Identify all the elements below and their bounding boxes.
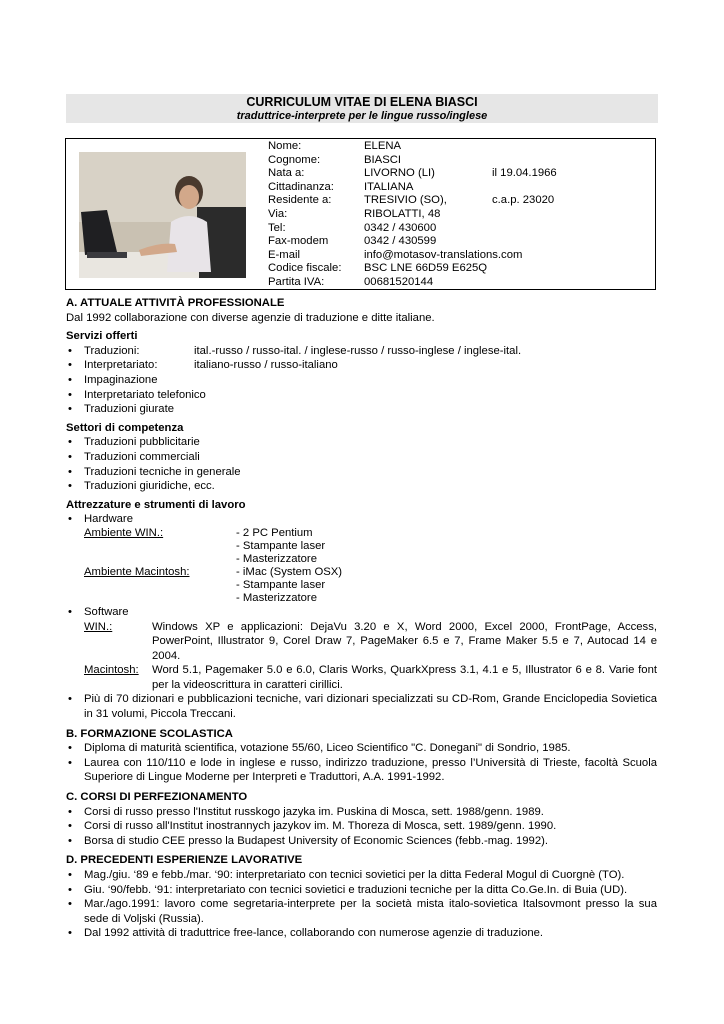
hardware-label: • Hardware	[84, 513, 133, 526]
info-label: Tel:	[268, 221, 286, 234]
section-c-list	[66, 805, 657, 849]
info-value: BSC LNE 66D59 E625Q	[364, 262, 488, 275]
software-row	[84, 620, 657, 664]
servizio-label: Interpretariato:	[84, 359, 158, 372]
software-env: WIN.:	[84, 620, 113, 633]
info-label: Residente a:	[268, 194, 332, 207]
software-label: • Software	[84, 605, 129, 618]
profile-photo-illustration	[79, 152, 246, 278]
software-value: Windows XP e applicazioni: DejaVu 3.20 e X, Word 2000, Excel 2000, FrontPage, Access, PowerPoint, Illustrator 9, Corel Draw 7, PageMaker 6.5 e 7, Frame Maker 5.5 e 7, Autocad 14 e 2004.	[152, 620, 657, 662]
info-label: Codice fiscale:	[268, 262, 342, 275]
hardware-row	[84, 592, 657, 605]
servizi-title: Servizi offerti	[66, 330, 138, 343]
list-item: • Dal 1992 attività di traduttrice free-lance, collaborando con numerose agenzie di traduzione.	[66, 926, 657, 941]
hardware-value: - iMac (System OSX)	[236, 565, 343, 578]
cv-content	[66, 296, 657, 941]
info-value: 00681520144	[364, 275, 434, 288]
list-item: • Traduzioni giuridiche, ecc.	[66, 479, 657, 494]
list-item: • Traduzioni commerciali	[66, 450, 657, 465]
page-subtitle: traduttrice-interprete per le lingue russo/inglese	[236, 110, 488, 122]
list-item	[66, 402, 657, 417]
settori-list	[66, 435, 657, 493]
personal-info-box	[65, 138, 656, 290]
section-a-title: A. ATTUALE ATTIVITÀ PROFESSIONALE	[66, 297, 285, 309]
hardware-row	[84, 553, 657, 566]
info-extra: c.a.p. 23020	[492, 194, 555, 207]
list-item: • Mar./ago.1991: lavoro come segretaria-interprete per la società mista italo-sovietica Italsovmont presso la sua sede di Voljski (Russia).	[66, 897, 657, 926]
info-label: Fax-modem	[268, 235, 329, 248]
attrezzature-title: Attrezzature e strumenti di lavoro	[66, 498, 246, 511]
hardware-row	[84, 579, 657, 592]
list-item: • Traduzioni tecniche in generale	[66, 465, 657, 480]
hardware-row	[84, 540, 657, 553]
title-box	[66, 94, 658, 123]
list-item	[66, 388, 657, 403]
servizio-label: Traduzioni giurate	[84, 403, 175, 416]
servizio-label: Traduzioni:	[84, 344, 140, 357]
list-item: • Corsi di russo presso l'Institut russkogo jazyka im. Puskina di Mosca, sett. 1988/genn. 1989.	[66, 805, 657, 820]
hardware-value: - Stampante laser	[236, 578, 326, 591]
section-b-list	[66, 741, 657, 785]
servizio-value: ital.-russo / russo-ital. / inglese-russo / russo-inglese / inglese-ital.	[194, 344, 522, 357]
hardware-value: - Masterizzatore	[236, 552, 317, 565]
hardware-env: Ambiente WIN.:	[84, 526, 164, 539]
section-d-list	[66, 868, 657, 941]
info-label: E-mail	[268, 248, 301, 261]
info-value: 0342 / 430600	[364, 221, 437, 234]
info-value: TRESIVIO (SO),	[364, 194, 447, 207]
list-item: • Corsi di russo all'Institut inostrannych jazykov im. M. Thoreza di Mosca, sett. 1989/genn. 1990.	[66, 819, 657, 834]
hardware-value: - 2 PC Pentium	[236, 526, 313, 539]
info-value: ELENA	[364, 140, 402, 152]
info-value: 0342 / 430599	[364, 235, 437, 248]
section-b-title: B. FORMAZIONE SCOLASTICA	[66, 727, 233, 740]
hardware-table	[84, 527, 657, 605]
servizio-value: italiano-russo / russo-italiano	[194, 359, 338, 372]
info-label: Cognome:	[268, 153, 321, 166]
section-a-intro: Dal 1992 collaborazione con diverse agenzie di traduzione e ditte italiane.	[66, 311, 435, 324]
info-label: Cittadinanza:	[268, 180, 334, 193]
info-label: Partita IVA:	[268, 275, 325, 288]
list-item	[66, 358, 657, 373]
info-label: Nome:	[268, 140, 302, 152]
info-value: RIBOLATTI, 48	[364, 207, 441, 220]
hardware-env: Ambiente Macintosh:	[84, 565, 190, 578]
list-item: • Mag./giu. ‘89 e febb./mar. ‘90: interpretariato con tecnici sovietici per la ditta Federal Mogul di Cuorgnè (TO).	[66, 868, 657, 883]
hardware-item	[66, 512, 657, 605]
list-item: • Diploma di maturità scientifica, votazione 55/60, Liceo Scientifico "C. Donegani" di Sondrio, 1985.	[66, 741, 657, 756]
info-value: LIVORNO (LI)	[364, 167, 435, 180]
list-item	[66, 344, 657, 359]
list-item: • Borsa di studio CEE presso la Budapest University of Economic Sciences (febb.-mag. 1992).	[66, 834, 657, 849]
attrezzature-list	[66, 512, 657, 721]
info-label: Nata a:	[268, 167, 305, 180]
software-item	[66, 605, 657, 693]
list-item: • Giu. ‘90/febb. ‘91: interpretariato con tecnici sovietici e traduzioni tecniche per la ditta Co.Ge.In. di Buia (UD).	[66, 883, 657, 898]
hardware-value: - Stampante laser	[236, 539, 326, 552]
list-item: • Laurea con 110/110 e lode in inglese e russo, indirizzo traduzione, presso l’Università di Trieste, facoltà Scuola Superiore di Lingue Moderne per Interpreti e Traduttori, A.A. 1991-1992.	[66, 756, 657, 785]
page-title: CURRICULUM VITAE DI ELENA BIASCI	[246, 95, 478, 109]
info-extra: il 19.04.1966	[492, 167, 557, 180]
software-value: Word 5.1, Pagemaker 5.0 e 6.0, Claris Works, QuarkXpress 3.1, 4.1 e 5, Illustrator 6 e 8. Varie font per la videoscrittura in caratteri cirillici.	[152, 664, 657, 691]
servizi-list	[66, 344, 657, 417]
software-env: Macintosh:	[84, 664, 139, 677]
software-row	[84, 663, 657, 692]
hardware-value: - Masterizzatore	[236, 591, 317, 604]
section-d-title: D. PRECEDENTI ESPERIENZE LAVORATIVE	[66, 854, 303, 867]
hardware-row	[84, 566, 657, 579]
section-c-title: C. CORSI DI PERFEZIONAMENTO	[66, 791, 248, 804]
servizio-label: Impaginazione	[84, 373, 158, 386]
profile-photo	[79, 152, 246, 278]
servizio-label: Interpretariato telefonico	[84, 388, 206, 401]
info-label: Via:	[268, 207, 288, 220]
info-value: BIASCI	[364, 153, 402, 166]
dizionari-item: • Più di 70 dizionari e pubblicazioni tecniche, vari dizionari specializzati su CD-Rom, Grande Enciclopedia Sovietica in 31 volumi, Piccola Treccani.	[66, 692, 657, 721]
hardware-row	[84, 527, 657, 540]
list-item	[66, 373, 657, 388]
info-value: info@motasov-translations.com	[364, 248, 523, 261]
settori-title: Settori di competenza	[66, 421, 184, 434]
list-item: • Traduzioni pubblicitarie	[66, 435, 657, 450]
info-value: ITALIANA	[364, 180, 414, 193]
